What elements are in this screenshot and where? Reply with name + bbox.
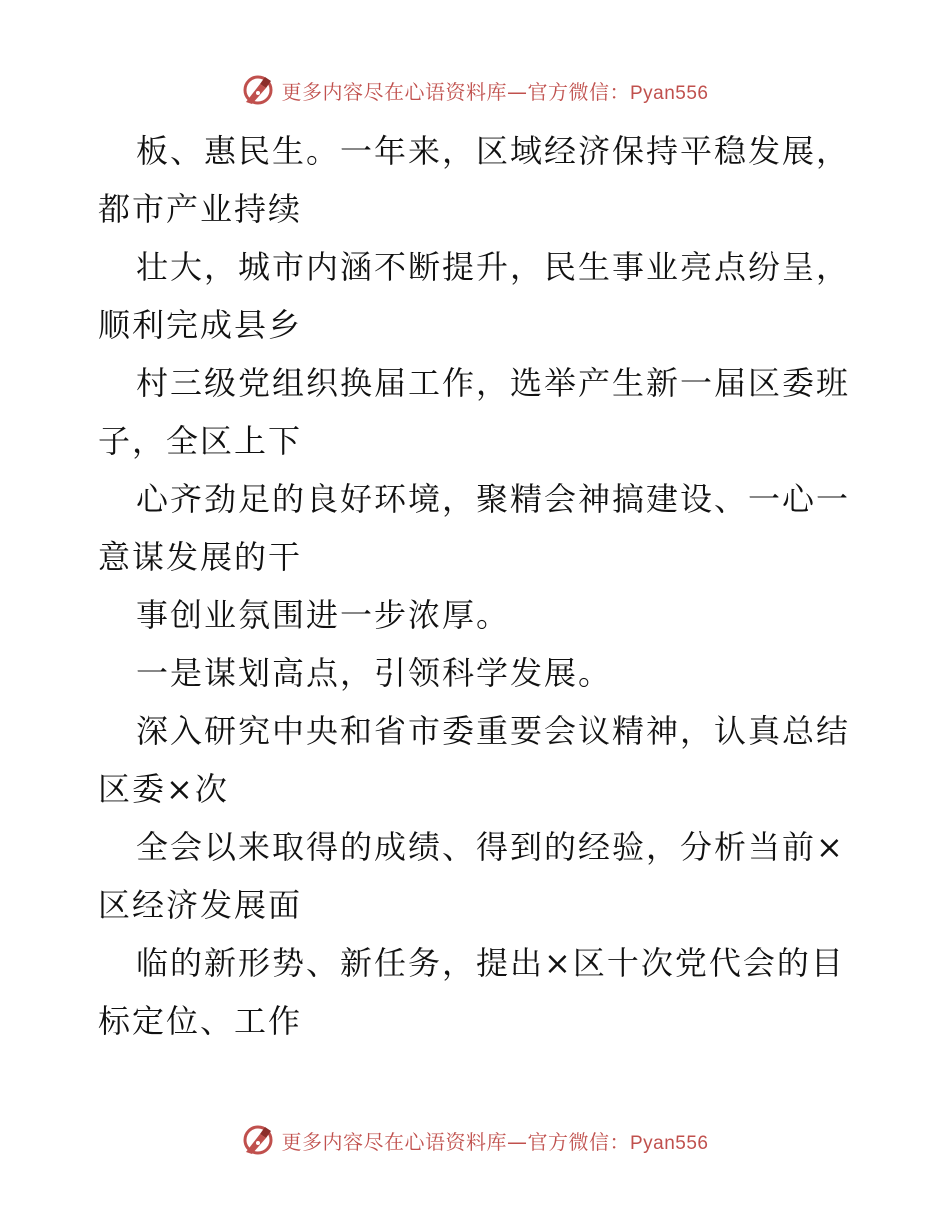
paragraph-9 [98,934,858,1050]
header-wechat-id: Pyan556 [629,82,709,104]
paragraph-6 [98,644,858,702]
paragraph-line: 事创业氛围进一步浓厚。 [136,596,511,634]
paragraph-line: 区经济发展面 [98,886,303,924]
paragraph-line: 村三级党组织换届工作，选举产生新一届区委班 [136,364,851,402]
paragraph-line: 临的新形势、新任务，提出×区十次党代会的目 [136,944,845,982]
paragraph-line: 全会以来取得的成绩、得到的经验，分析当前× [136,828,845,866]
paragraph-line: 意谋发展的干 [98,538,303,576]
paragraph-line: 心齐劲足的良好环境，聚精会神搞建设、一心一 [136,480,851,518]
header-banner-text: 更多内容尽在心语资料库—官方微信：Pyan556 [281,79,709,104]
header-banner [0,70,950,110]
paragraph-8 [98,818,858,934]
footer-banner [0,1120,950,1160]
paragraph-3 [98,354,858,470]
paragraph-line: 板、惠民生。一年来，区域经济保持平稳发展， [136,132,851,170]
paragraph-5 [98,586,858,644]
paragraph-line: 一是谋划高点，引领科学发展。 [136,654,613,692]
paragraph-2 [98,238,858,354]
paragraph-line: 区委×次 [98,770,229,808]
paragraph-line: 顺利完成县乡 [98,306,303,344]
paragraph-line: 子，全区上下 [98,422,303,460]
paragraph-line: 都市产业持续 [98,190,303,228]
pen-nib-logo-icon [241,73,275,107]
pen-nib-logo-icon [241,1123,275,1157]
paragraph-4 [98,470,858,586]
paragraph-1 [98,122,858,238]
footer-banner-text: 更多内容尽在心语资料库—官方微信：Pyan556 [281,1129,709,1154]
paragraph-line: 标定位、工作 [98,1002,303,1040]
paragraph-7 [98,702,858,818]
paragraph-line: 壮大，城市内涵不断提升，民生事业亮点纷呈， [136,248,851,286]
footer-wechat-id: Pyan556 [629,1132,709,1154]
paragraph-line: 深入研究中央和省市委重要会议精神，认真总结 [136,712,851,750]
